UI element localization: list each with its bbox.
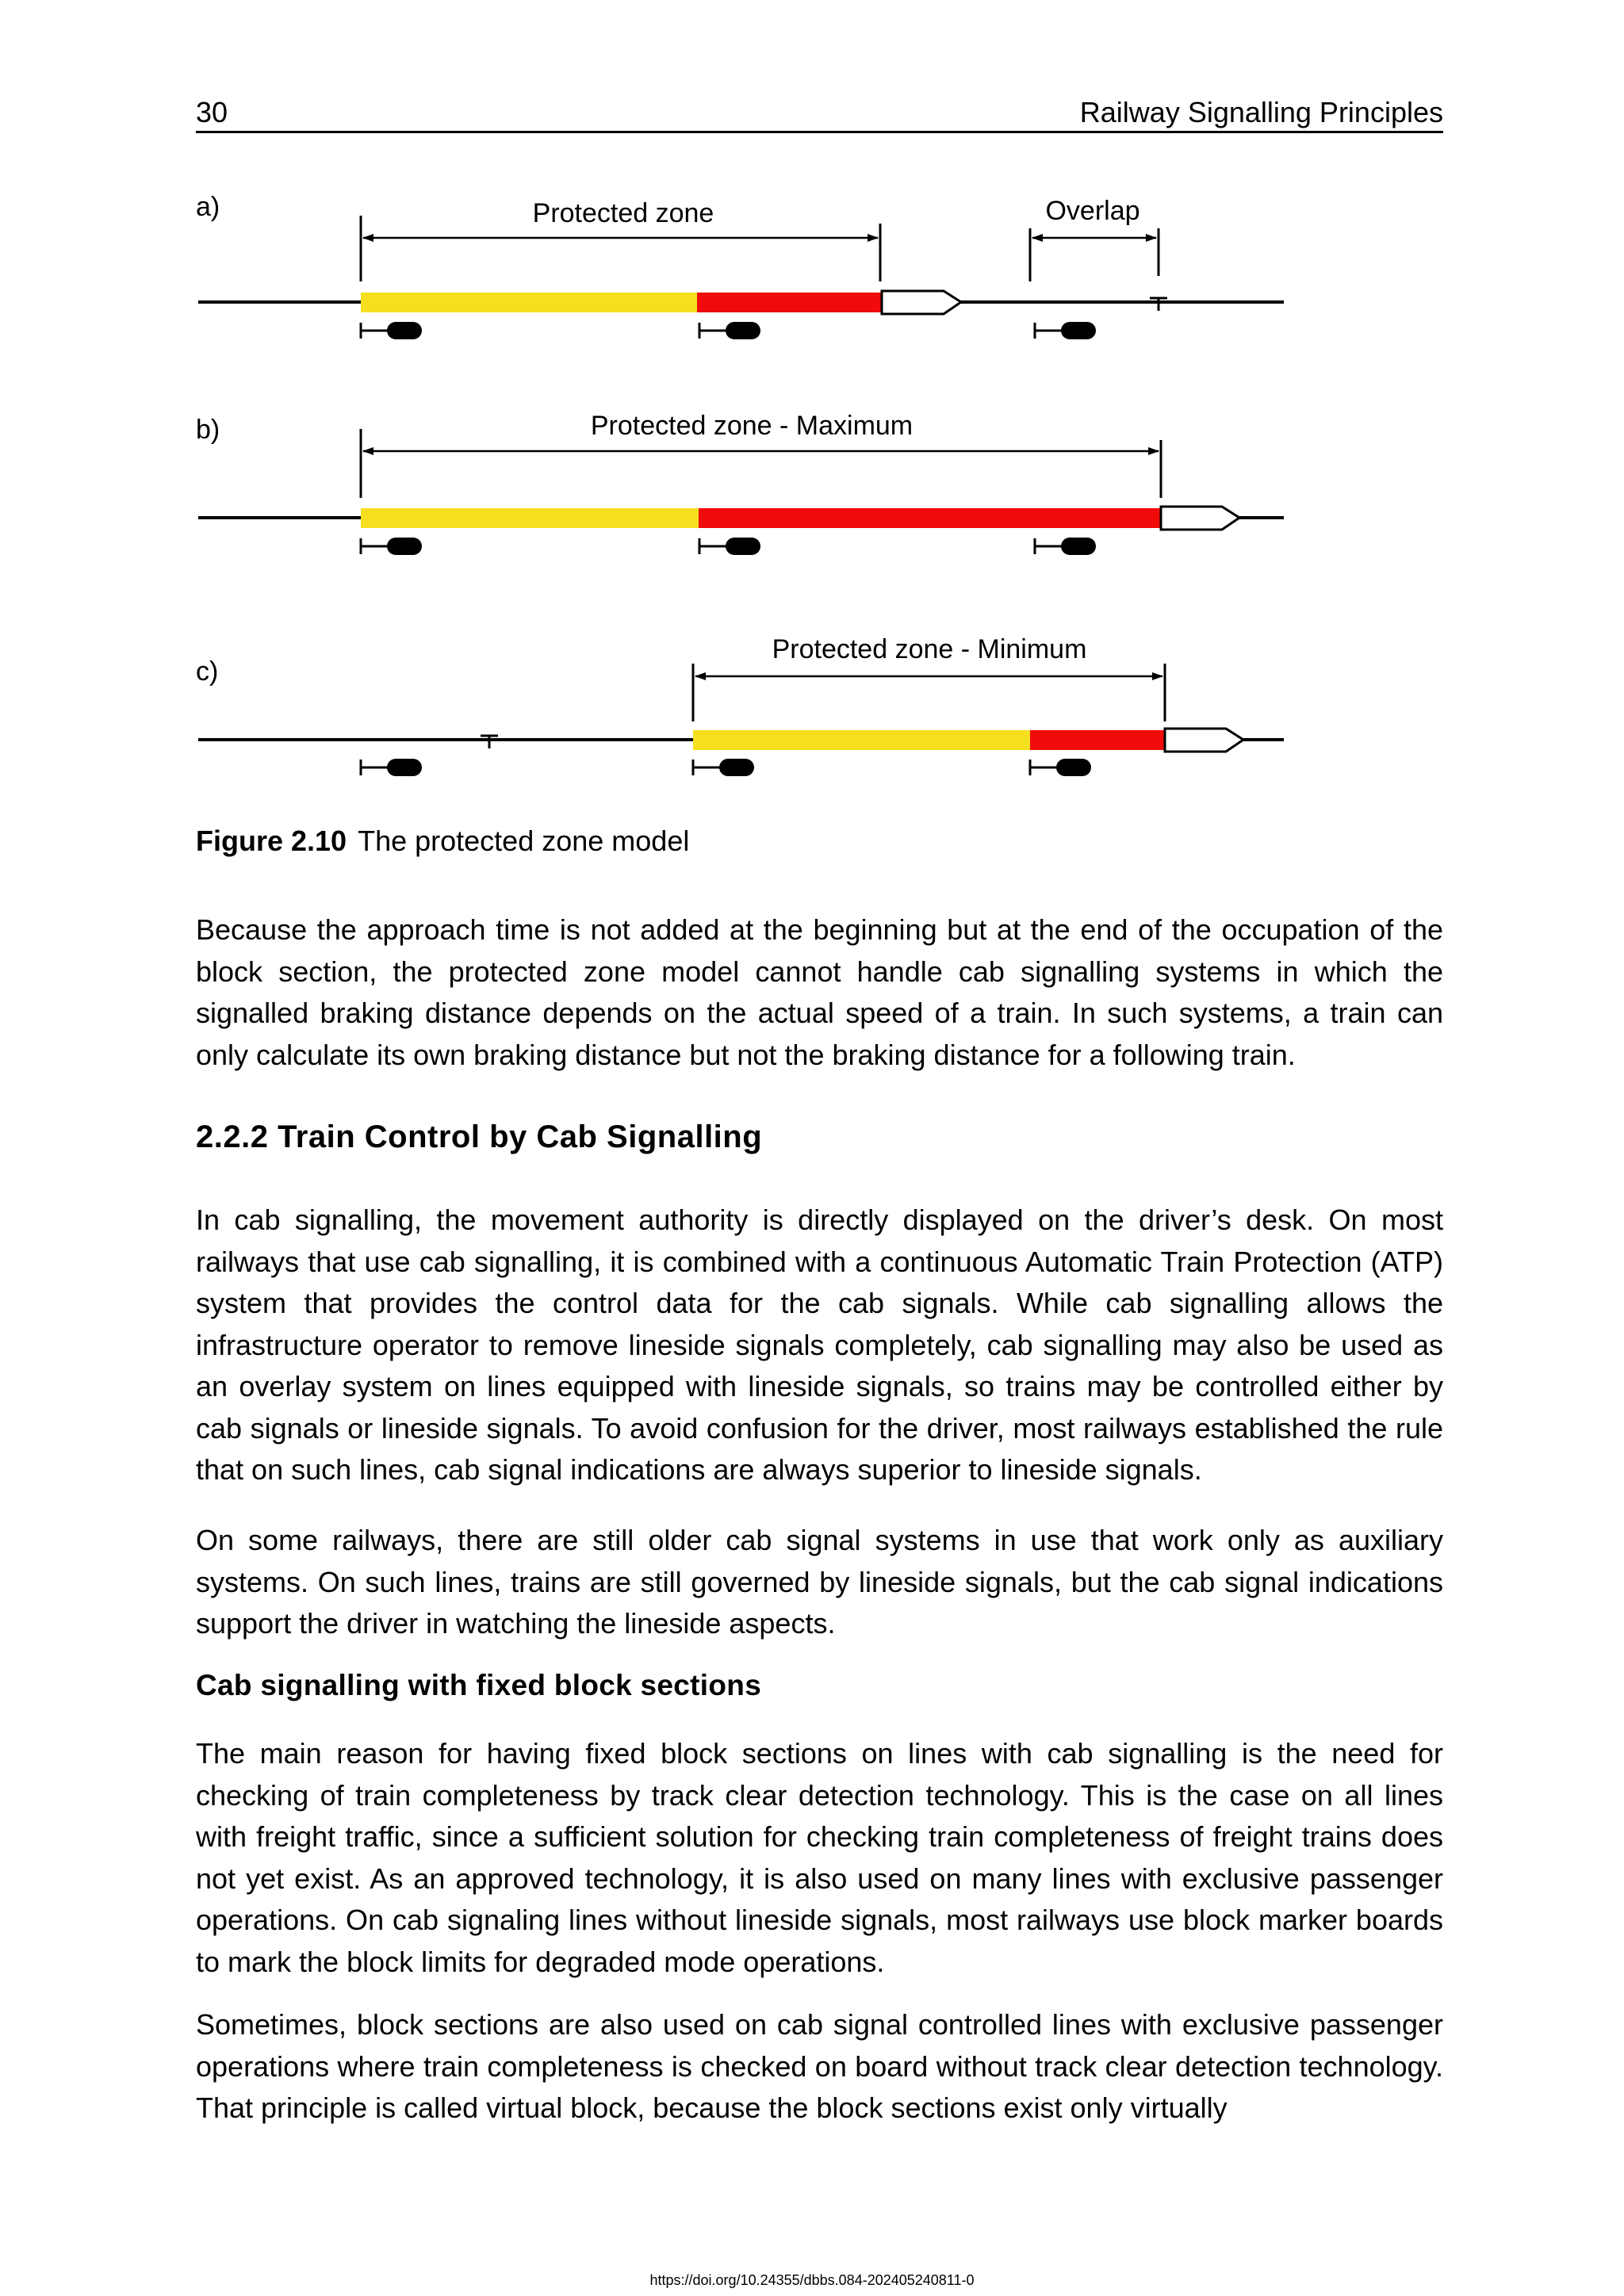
panel-a-signal	[699, 322, 760, 339]
paragraph-5: Sometimes, block sections are also used on cab signal controlled lines with exclusive passenger operations where train completeness is checked on board without track clear detection technology. That principle is called virtual block, because the block sections exist only virtually	[196, 2008, 1443, 2124]
panel-a-signal	[361, 322, 422, 339]
panel-b-signal	[361, 538, 422, 555]
section-heading: 2.2.2 Train Control by Cab Signalling	[196, 1119, 763, 1154]
panel-a-zone-label: Protected zone	[532, 198, 714, 228]
panel-b-label: b)	[196, 415, 220, 445]
figure-caption-text: The protected zone model	[358, 825, 690, 857]
running-title: Railway Signalling Principles	[1079, 96, 1443, 128]
panel-a-label: a)	[196, 192, 220, 222]
panel-c-end-marker	[481, 736, 498, 748]
doi-footer: https://doi.org/10.24355/dbbs.084-202405240811-0	[649, 2272, 975, 2288]
panel-a	[196, 192, 1284, 339]
panel-b	[196, 411, 1284, 555]
panel-a-approach-section	[361, 293, 697, 312]
page-number: 30	[196, 96, 228, 128]
figure-caption	[196, 825, 689, 858]
panel-a-train	[882, 291, 961, 314]
panel-b-signal	[699, 538, 760, 555]
paragraph-3: On some railways, there are still older cab signal systems in use that work only as auxiliary systems. On such lines, trains are still governed by lineside signals, but the cab signal indications support the driver in watching the lineside aspects.	[196, 1524, 1443, 1640]
panel-b-zone-label: Protected zone - Maximum	[590, 411, 914, 441]
panel-c-signal	[1030, 759, 1091, 776]
panel-c-zone-label: Protected zone - Minimum	[772, 634, 1087, 664]
panel-c-occupied-section	[1030, 730, 1165, 750]
panel-a-overlap-label: Overlap	[1045, 196, 1140, 226]
panel-c	[196, 634, 1284, 776]
panel-a-signal	[1035, 322, 1096, 339]
panel-c-signal	[361, 759, 422, 776]
panel-a-occupied-section	[697, 293, 882, 312]
panel-c-signal	[693, 759, 754, 776]
panel-b-approach-section	[361, 508, 699, 528]
paragraph-2: In cab signalling, the movement authority is directly displayed on the driver’s desk. On most railways that use cab signalling, it is combined with a continuous Automatic Train Protection (ATP) system that provides the control data for the cab signals. While cab signalling allows the infrastructure operator to remove lineside signals completely, cab signalling may also be used as an overlay system on lines equipped with lineside signals, so trains may be controlled either by cab signals or lineside signals. To avoid confusion for the driver, most railways established the rule that on such lines, cab signal indications are always superior to lineside signals.	[196, 1203, 1443, 1486]
panel-c-train	[1165, 729, 1243, 752]
panel-b-train	[1161, 507, 1239, 530]
panel-a-end-marker	[1150, 298, 1167, 311]
protected-zone-figure	[0, 0, 1624, 825]
panel-c-approach-section	[693, 730, 1030, 750]
figure-caption-number: Figure 2.10	[196, 825, 347, 857]
paragraph-1: Because the approach time is not added at the beginning but at the end of the occupation of the block section, the protected zone model cannot handle cab signalling systems in which the signalled braking distance depends on the actual speed of a train. In such systems, a train can only calculate its own braking distance but not the braking distance for a following train.	[196, 913, 1443, 1071]
panel-c-label: c)	[196, 656, 219, 687]
panel-b-signal	[1035, 538, 1096, 555]
panel-b-occupied-section	[699, 508, 1161, 528]
subsection-heading: Cab signalling with fixed block sections	[196, 1669, 762, 1701]
paragraph-4: The main reason for having fixed block sections on lines with cab signalling is the need for checking of train completeness by track clear detection technology. This is the case on all lines with freight traffic, since a sufficient solution for checking train completeness of freight trains does not yet exist. As an approved technology, it is also used on many lines with exclusive passenger operations. On cab signaling lines without lineside signals, most railways use block marker boards to mark the block limits for degraded mode operations.	[196, 1737, 1443, 1978]
